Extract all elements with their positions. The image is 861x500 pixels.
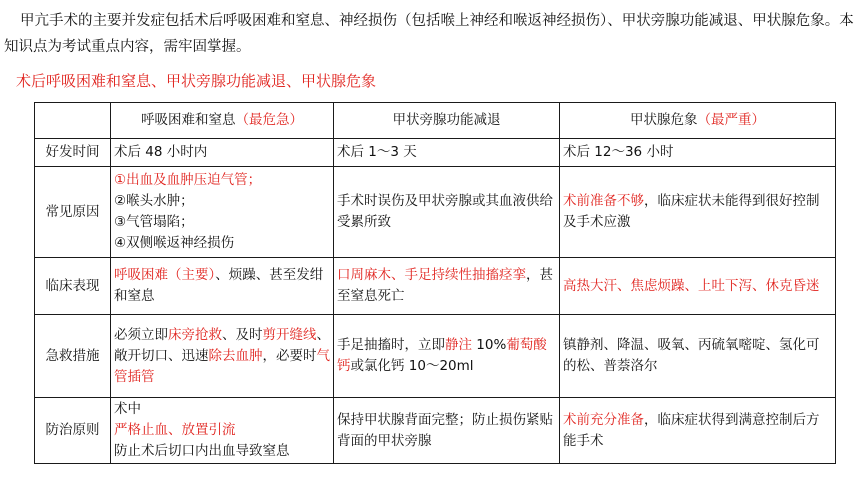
section-subtitle: 术后呼吸困难和窒息、甲状旁腺功能减退、甲状腺危象: [16, 72, 377, 90]
corner-cell: [35, 103, 111, 139]
table-header-row: [35, 103, 836, 139]
intro-paragraph: [4, 8, 854, 60]
complication-table: [34, 102, 836, 464]
cell-prevention-parathyroid: 保持甲状腺背面完整；防止损伤紧贴背面的甲状旁腺: [334, 398, 560, 464]
cell-onset-parathyroid: 术后 1～3 天: [334, 139, 560, 167]
row-label-cause: 常见原因: [35, 167, 111, 258]
header-thyroid-crisis: 甲状腺危象（最严重）: [560, 103, 836, 139]
table-row: [35, 258, 836, 315]
intro-line-2: 甲状腺危象。本知识点为考试重点内容，需牢固掌握。: [4, 13, 854, 55]
cell-clinical-parathyroid: 口周麻木、手足持续性抽搐痉挛，甚至窒息死亡: [334, 258, 560, 315]
header-parathyroid: 甲状旁腺功能减退: [334, 103, 560, 139]
cell-prevention-crisis: 术前充分准备，临床症状得到满意控制后方能手术: [560, 398, 836, 464]
cell-cause-breathing: ①出血及血肿压迫气管； ②喉头水肿； ③气管塌陷； ④双侧喉返神经损伤: [111, 167, 334, 258]
cell-clinical-crisis: 高热大汗、焦虑烦躁、上吐下泻、休克昏迷: [560, 258, 836, 315]
row-label-prevention: 防治原则: [35, 398, 111, 464]
cell-onset-crisis: 术后 12～36 小时: [560, 139, 836, 167]
cell-emergency-breathing: 必须立即床旁抢救、及时剪开缝线、敞开切口、迅速除去血肿，必要时气管插管: [111, 315, 334, 398]
cell-emergency-crisis: 镇静剂、降温、吸氧、丙硫氧嘧啶、氢化可的松、普萘洛尔: [560, 315, 836, 398]
cell-emergency-parathyroid: 手足抽搐时，立即静注 10%葡萄酸钙或氯化钙 10～20ml: [334, 315, 560, 398]
row-label-clinical: 临床表现: [35, 258, 111, 315]
table-row: [35, 315, 836, 398]
row-label-onset: 好发时间: [35, 139, 111, 167]
header-breathing: 呼吸困难和窒息（最危急）: [111, 103, 334, 139]
cell-onset-breathing: 术后 48 小时内: [111, 139, 334, 167]
intro-line-1: 甲亢手术的主要并发症包括术后呼吸困难和窒息、神经损伤（包括喉上神经和喉返神经损伤）、甲状旁腺功能减退、: [20, 13, 753, 29]
cell-prevention-breathing: 术中 严格止血、放置引流 防止术后切口内出血导致窒息: [111, 398, 334, 464]
cell-clinical-breathing: 呼吸困难（主要）、烦躁、甚至发绀和窒息: [111, 258, 334, 315]
row-label-emergency: 急救措施: [35, 315, 111, 398]
table-row: [35, 398, 836, 464]
cell-cause-crisis: 术前准备不够，临床症状未能得到很好控制及手术应激: [560, 167, 836, 258]
table-row: [35, 139, 836, 167]
cell-cause-parathyroid: 手术时误伤及甲状旁腺或其血液供给受累所致: [334, 167, 560, 258]
table-row: [35, 167, 836, 258]
